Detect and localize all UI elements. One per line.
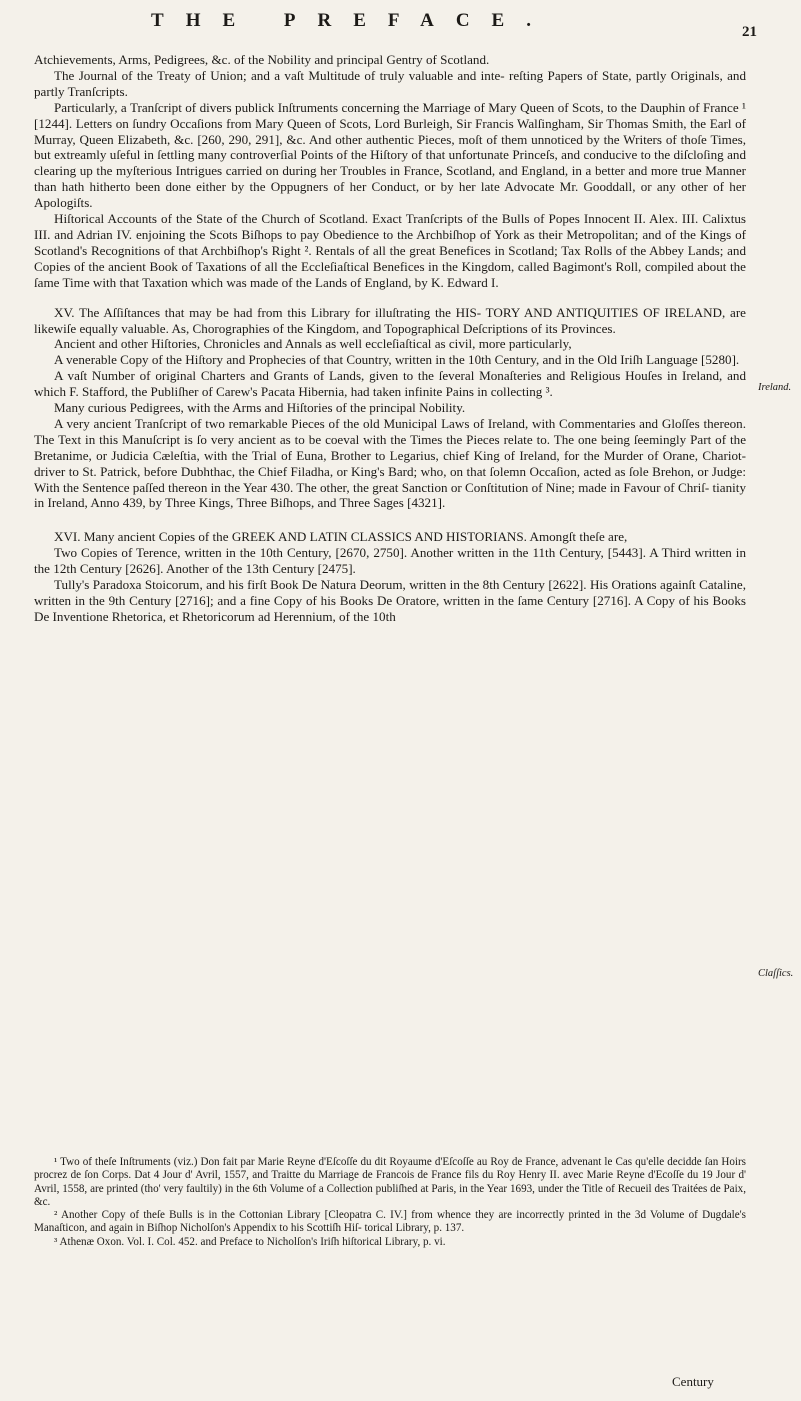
paragraph-irish-pedigrees: Many curious Pedigrees, with the Arms and Hiſtories of the principal Nobility. [54,400,466,416]
section-xv-ireland: XV. The Aſſiſtances that may be had from this Library for illuſtrating the HIS- TORY AND ANTIQUITIES OF IRELAND, are likewiſe equally valuable. As, Chorographies of the Kingdom, and Topographical Deſcriptions of its Provinces. [34,304,746,336]
catchword: Century [672,1374,714,1389]
footnote-3: ³ Athenæ Oxon. Vol. I. Col. 452. and Preface to Nicholſon's Iriſh hiſtorical Library, p. vi. [54,1235,446,1248]
paragraph-terence: Two Copies of Terence, written in the 10th Century, [2670, 2750]. Another written in the 11th Century, [5443]. A Third written in the 12th Century [2626]. Another of the 13th Century [2475]. [34,545,746,577]
body-text [34,52,746,625]
paragraph-church-of-scotland: Hiſtorical Accounts of the State of the Church of Scotland. Exact Tranſcripts of the Bulls of Popes Innocent II. Alex. III. Calixtus III. and Adrian IV. enjoining the Scots Biſhops to pay Obedience to the Archbiſhop of York as their Metropolitan; and of the Kings of Scotland's Recognitions of that Archbiſhop's Right ². Rentals of all the great Benefices in Scotland; Tax Rolls of the Abbey Lands; and Copies of the ancient Book of Taxations of all the Eccleſiaſtical Benefices in the Kingdom, called Bagimont's Roll, compiled about the ſame Time with that Taxation which was made of the Lands of England, by K. Edward I. [34,211,746,290]
footnote-1: ¹ Two of theſe Inſtruments (viz.) Don fait par Marie Reyne d'Eſcoſſe du dit Royaume d'Eſcoſſe au Roy de France, advenant le Cas qu'elle decidde ſan Hoirs procrez de ſon Corps. Dat 4 Jour d' Avril, 1557, and Traitte du Marriage de Francois de France fils du Roy Henry II. avec Marie Reyne d'Ecoſſe du 19 Jour d' Avril, 1558, are printed (tho' very faultily) in the 6th Volume of a Collection publiſhed at Paris, in the Year 1693, under the Title of Recueil des Traitées de Paix, &c. [34,1156,746,1208]
margin-note-classics: Claſſics. [758,968,794,979]
paragraph-treaty-union: The Journal of the Treaty of Union; and a vaſt Multitude of truly valuable and inte- reſting Papers of State, partly Originals, and partly Tranſcripts. [34,67,746,99]
paragraph-scotland-heraldry: Atchievements, Arms, Pedigrees, &c. of the Nobility and principal Gentry of Scotland. [34,52,490,67]
paragraph-irish-laws: A very ancient Tranſcript of two remarkable Pieces of the old Municipal Laws of Ireland, with Commentaries and Gloſſes thereon. The Text in this Manuſcript is ſo very ancient as to be coeval with the Times the Pieces relate to. The one being ſeemingly Part of the Bretanime, or Judicia Cæleſtia, with the Trial of Euna, Brother to Legarius, chief King of Ireland, for the Murder of Orane, Chariot-driver to St. Patrick, before Dubhthac, the Chief Filadha, or King's Bard; who, on that ſolemn Occaſion, acted as ſole Brehon, or Judge: With the Sentence paſſed thereon in the Year 430. The other, the great Sanction or Conſtitution of Nine; made in Favour of Chriſ- tianity in Ireland, Anno 439, by Three Kings, Three Biſhops, and Three Sages [4321]. [34,415,746,511]
footnotes [34,1156,746,1249]
section-xvi-classics: XVI. Many ancient Copies of the GREEK AND LATIN CLASSICS AND HISTORIANS. Amongſt theſe are, [54,529,628,545]
page-number: 21 [742,24,757,40]
footnote-2: ² Another Copy of theſe Bulls is in the Cottonian Library [Cleopatra C. IV.] from whence they are incorrectly printed in the 3d Volume of Dugdale's Manaſticon, and again in Biſhop Nicholſon's Appendix to his Scottiſh Hiſ- torical Library, p. 137. [34,1209,746,1235]
margin-note-ireland: Ireland. [758,382,792,393]
paragraph-irish-charters: A vaſt Number of original Charters and Grants of Lands, given to the ſeveral Monaſteries and Religious Houſes in Ireland, and which F. Stafford, the Publiſher of Carew's Pacata Hibernia, had taken infinite Pains in collecting ³. [34,368,746,400]
paragraph-tully: Tully's Paradoxa Stoicorum, and his firſt Book De Natura Deorum, written in the 8th Century [2622]. His Orations againſt Cataline, written in the 9th Century [2716]; and a fine Copy of his Books De Oratore, written in the ſame Century [2716]. A Copy of his Books De Inventione Rhetorica, et Rhetoricorum ad Herennium, of the 10th [34,577,746,624]
page-header [0,8,801,38]
running-head: THE PREFACE. [151,10,553,31]
paragraph-irish-prophecies: A venerable Copy of the Hiſtory and Prophecies of that Country, written in the 10th Century, and in the Old Iriſh Language [5280]. [54,352,740,368]
paragraph-irish-chronicles: Ancient and other Hiſtories, Chronicles and Annals as well eccleſiaſtical as civil, more particularly, [54,336,572,352]
paragraph-mary-queen-of-scots: Particularly, a Tranſcript of divers publick Inſtruments concerning the Marriage of Mary Queen of Scots, to the Dauphin of France ¹ [1244]. Letters on ſundry Occaſions from Mary Queen of Scots, Lord Burleigh, Sir Francis Walſingham, Sir Thomas Smith, the Earl of Murray, Queen Elizabeth, &c. [260, 290, 291], &c. And other authentic Pieces, moſt of them unnoticed by the Writers of thoſe Times, but extreamly uſeful in ſettling many controverſial Points of the Hiſtory of that unfortunate Princeſs, and conducive to the diſcloſing and clearing up the myſterious Intrigues carried on during her Troubles in France, Scotland, and England, in a better and more true Manner than hath hitherto been done either by the Oppugners of her Conduct, or by her late Advocate Mr. Gooddall, or any other of her Apologiſts. [34,99,746,211]
